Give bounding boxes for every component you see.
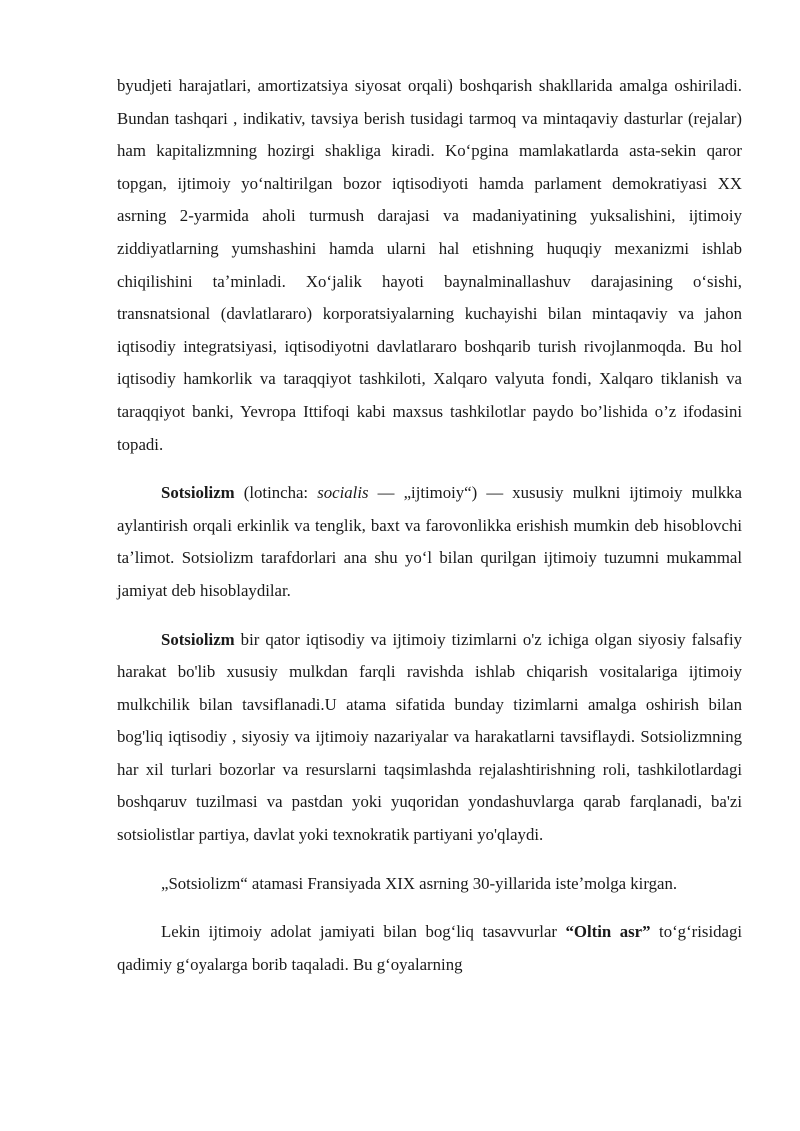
term-sotsiolizm: Sotsiolizm — [161, 629, 235, 649]
paragraph-socialism-definition — [117, 477, 742, 607]
text-segment: toʻgʻrisidagi qadimiy gʻoyalarga borib taqaladi. Bu gʻoyalarning — [117, 922, 742, 974]
paragraph-golden-age — [117, 916, 742, 981]
golden-age-quote: “Oltin asr” — [565, 922, 651, 942]
latin-word: socialis — [317, 483, 369, 503]
document-page — [117, 70, 742, 981]
text-segment: — „ijtimoiy“) — xususiy mulkni ijtimoiy mulkka aylantirish orqali erkinlik va tenglik, baxt va farovonlikka erishish mumkin deb hisoblovchi taʼlimot. Sotsiolizm tarafdorlari ana shu yoʻl bilan qurilgan ijtimoiy tuzumni mukammal jamiyat deb hisoblaydilar. — [117, 483, 742, 600]
paragraph-term-origin: „Sotsiolizm“ atamasi Fransiyada XIX asrning 30-yillarida isteʼmolga kirgan. — [161, 873, 678, 893]
paragraph-capitalism-continuation: byudjeti harajatlari, amortizatsiya siyosat orqali) boshqarish shakllarida amalga oshiriladi. Bundan tashqari , indikativ, tavsiya berish tusidagi tarmoq va mintaqaviy dasturlar (rejalar) ham kapitalizmning hozirgi shakliga kiradi. Koʻpgina mamlakatlarda asta-sekin qaror topgan, ijtimoiy yoʻnaltirilgan bozor iqtisodiyoti hamda parlament demokratiyasi XX asrning 2-yarmida aholi turmush darajasi va madaniyatining yuksalishini, ijtimoiy ziddiyatlarning yumshashini hamda ularni hal etishning huquqiy mexanizmi ishlab chiqilishini taʼminladi. Xoʻjalik hayoti baynalminallashuv darajasining oʻsishi, transnatsional (davlatlararo) korporatsiyalarning kuchayishi bilan mintaqaviy va jahon iqtisodiy integratsiyasi, iqtisodiyotni davlatlararo boshqarib turish rivojlanmoqda. Bu hol iqtisodiy hamkorlik va taraqqiyot tashkiloti, Xalqaro valyuta fondi, Xalqaro tiklanish va taraqqiyot banki, Yevropa Ittifoqi kabi maxsus tashkilotlar paydo bo’lishida o’z ifodasini topadi. — [117, 76, 742, 454]
text-segment: (lotincha: — [234, 483, 318, 503]
term-sotsiolizm: Sotsiolizm — [161, 483, 235, 503]
text-segment: Lekin ijtimoiy adolat jamiyati bilan bogʻliq tasavvurlar — [161, 922, 566, 942]
text-segment: bir qator iqtisodiy va ijtimoiy tizimlarni o'z ichiga olgan siyosiy falsafiy harakat bo'lib xususiy mulkdan farqli ravishda ishlab chiqarish vositalariga ijtimoiy mulkchilik bilan tavsiflanadi.U atama sifatida bunday tizimlarni amalga oshirish bilan bog'liq iqtisodiy , siyosiy va ijtimoiy nazariyalar va harakatlarni tavsiflaydi. Sotsiolizmning har xil turlari bozorlar va resurslarni taqsimlashda rejalashtirishning roli, tashkilotlardagi boshqaruv tuzilmasi va pastdan yoki yuqoridan yondashuvlarga qarab farqlanadi, ba'zi sotsiolistlar partiya, davlat yoki texnokratik partiyani yo'qlaydi. — [117, 629, 742, 845]
paragraph-socialism-movement — [117, 624, 742, 852]
